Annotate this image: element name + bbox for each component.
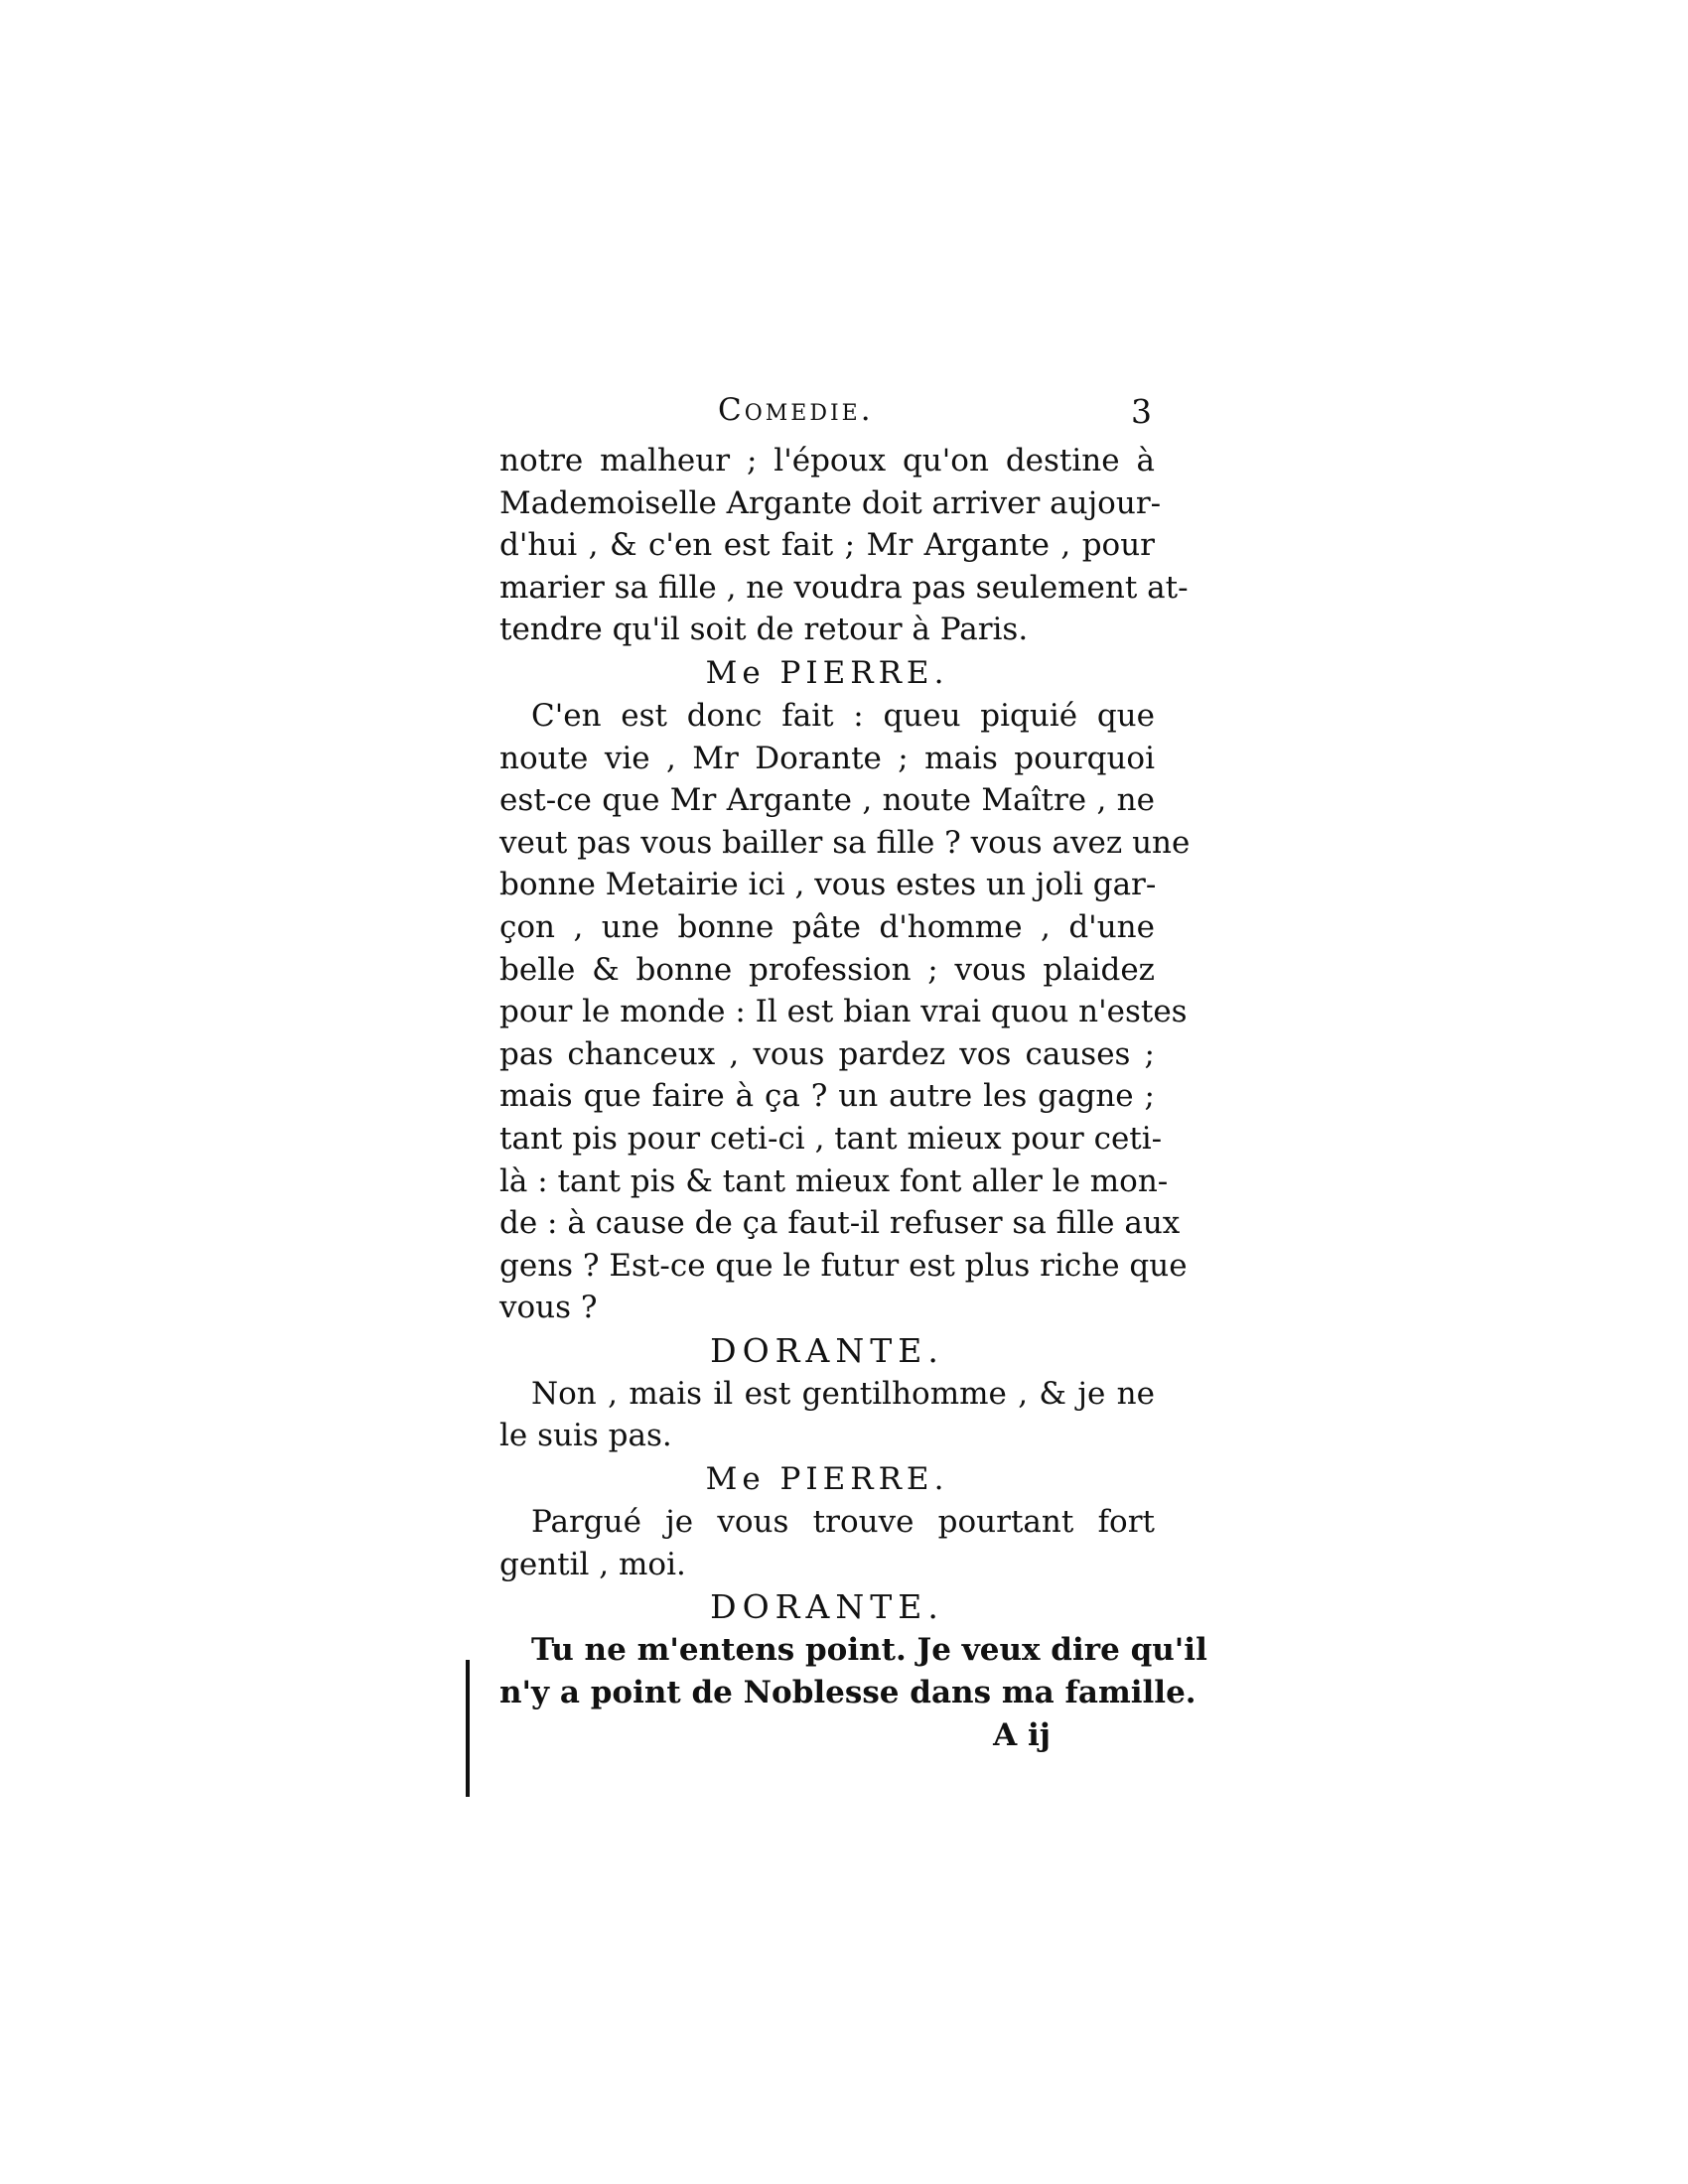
text-line: de : à cause de ça faut-il refuser sa fille aux (499, 1205, 1181, 1242)
text-line: tendre qu'il soit de retour à Paris. (499, 612, 1029, 648)
running-head (499, 392, 1155, 440)
page-text-block (499, 392, 1207, 1757)
text-line: çon , une bonne pâte d'homme , d'une (499, 908, 1155, 945)
speaker-heading: Me PIERRE. (705, 654, 949, 691)
text-line: est-ce que Mr Argante , noute Maître , ne (499, 782, 1155, 819)
text-line: Non , mais il est gentilhomme , & je ne (531, 1375, 1155, 1412)
text-line: belle & bonne profession ; vous plaidez (499, 951, 1155, 988)
text-line: Mademoiselle Argante doit arriver aujour- (499, 484, 1162, 521)
text-line: là : tant pis & tant mieux font aller le mon- (499, 1162, 1169, 1199)
text-line: gens ? Est-ce que le futur est plus riche que (499, 1247, 1188, 1284)
text-line: pas chanceux , vous pardez vos causes ; (499, 1035, 1155, 1072)
text-line: C'en est donc fait : queu piquié que (531, 697, 1155, 734)
running-head-title: Comedie. (718, 392, 874, 428)
text-line: pour le monde : Il est bian vrai quou n'estes (499, 994, 1188, 1030)
text-line: n'y a point de Noblesse dans ma famille. (499, 1674, 1196, 1710)
page-number: 3 (1131, 392, 1155, 431)
text-line: notre malheur ; l'époux qu'on destine à (499, 443, 1155, 478)
text-line: le suis pas. (499, 1418, 672, 1454)
text-line: noute vie , Mr Dorante ; mais pourquoi (499, 740, 1155, 776)
text-line: gentil , moi. (499, 1546, 686, 1582)
speaker-heading: DORANTE. (710, 1330, 944, 1370)
margin-rule-mark (466, 1660, 470, 1797)
text-line: Tu ne m'entens point. Je veux dire qu'il (531, 1632, 1207, 1669)
text-line: tant pis pour ceti-ci , tant mieux pour ceti- (499, 1120, 1163, 1157)
speaker-heading: Me PIERRE. (705, 1461, 949, 1498)
text-line: marier sa fille , ne voudra pas seulement at- (499, 569, 1189, 606)
text-line: bonne Metairie ici , vous estes un joli gar- (499, 867, 1157, 903)
catchword-signature: A ij (993, 1717, 1051, 1754)
text-line: mais que faire à ça ? un autre les gagne ; (499, 1078, 1155, 1115)
text-line: Pargué je vous trouve pourtant fort (531, 1504, 1155, 1541)
text-line: veut pas vous bailler sa fille ? vous avez une (499, 824, 1191, 861)
text-line: vous ? (499, 1290, 598, 1326)
text-line: d'hui , & c'en est fait ; Mr Argante , pour (499, 527, 1155, 564)
speaker-heading: DORANTE. (710, 1587, 944, 1627)
